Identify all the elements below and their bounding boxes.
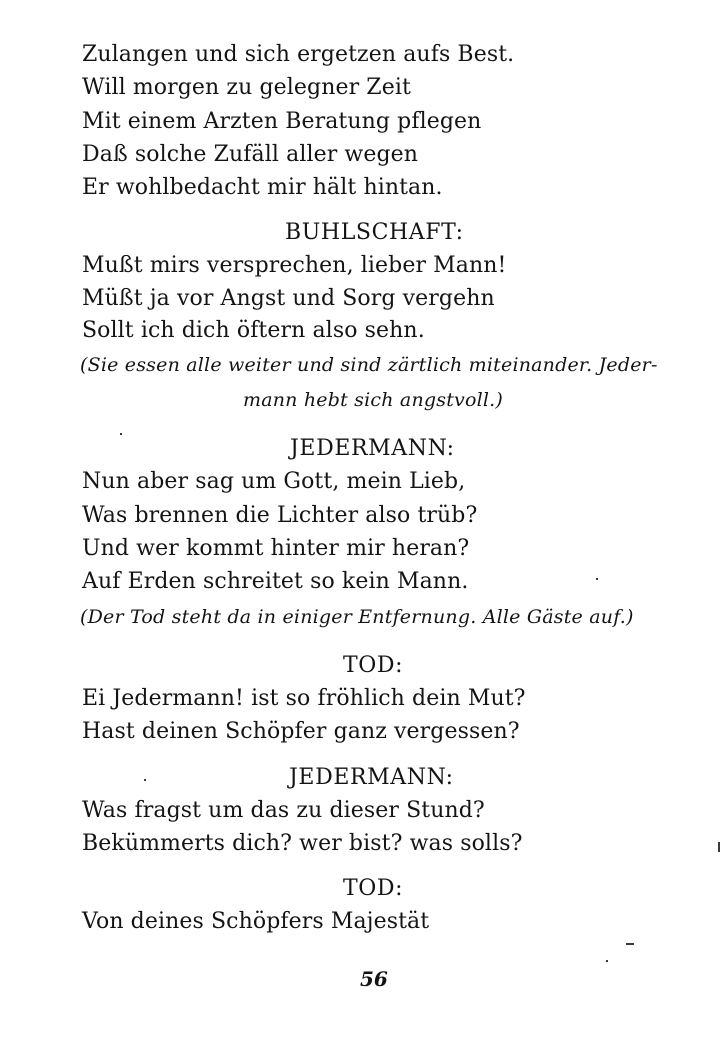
speaker-heading-buhlschaft: BUHLSCHAFT:: [285, 220, 464, 245]
verse-line: Und wer kommt hinter mir heran?: [82, 536, 470, 561]
speaker-heading-jedermann: JEDERMANN:: [289, 765, 454, 790]
scan-speck: [718, 842, 720, 852]
scan-speck: [144, 779, 146, 781]
scan-speck: [606, 960, 608, 962]
page-number: 56: [360, 967, 388, 991]
verse-line: Sollt ich dich öftern also sehn.: [82, 318, 425, 343]
stage-direction: (Sie essen alle weiter und sind zärtlich miteinander. Jeder-: [80, 354, 658, 376]
verse-line: Daß solche Zufäll aller wegen: [82, 142, 419, 167]
verse-line: Was fragst um das zu dieser Stund?: [82, 798, 485, 823]
scan-speck: [596, 578, 598, 580]
scan-speck: [626, 943, 634, 945]
verse-line: Hast deinen Schöpfer ganz vergessen?: [82, 719, 520, 744]
verse-line: Nun aber sag um Gott, mein Lieb,: [82, 469, 466, 494]
verse-line: Will morgen zu gelegner Zeit: [82, 75, 411, 100]
verse-line: Ei Jedermann! ist so fröhlich dein Mut?: [82, 686, 526, 711]
scan-speck: [120, 433, 122, 435]
stage-direction: (Der Tod steht da in einiger Entfernung. Alle Gäste auf.): [80, 606, 634, 628]
verse-line: Müßt ja vor Angst und Sorg vergehn: [82, 286, 495, 311]
verse-line: Auf Erden schreitet so kein Mann.: [82, 569, 469, 594]
verse-line: Zulangen und sich ergetzen aufs Best.: [82, 42, 515, 67]
verse-line: Mit einem Arzten Beratung pflegen: [82, 109, 482, 134]
verse-line: Mußt mirs versprechen, lieber Mann!: [82, 253, 507, 278]
stage-direction: mann hebt sich angstvoll.): [243, 389, 504, 411]
verse-line: Von deines Schöpfers Majestät: [82, 909, 430, 934]
speaker-heading-jedermann: JEDERMANN:: [290, 436, 455, 461]
speaker-heading-tod: TOD:: [343, 653, 404, 678]
speaker-heading-tod: TOD:: [343, 876, 404, 901]
verse-line: Was brennen die Lichter also trüb?: [82, 503, 478, 528]
verse-line: Er wohlbedacht mir hält hintan.: [82, 175, 443, 200]
verse-line: Bekümmerts dich? wer bist? was solls?: [82, 831, 523, 856]
